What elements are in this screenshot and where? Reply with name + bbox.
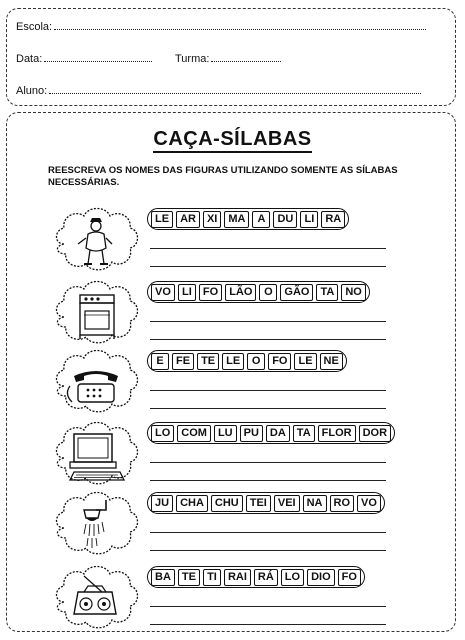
syllable-box: CHU: [211, 495, 243, 512]
syllable-box: TEI: [246, 495, 271, 512]
syllable-box: NA: [303, 495, 327, 512]
syllable-box: TA: [293, 425, 315, 442]
answer-line[interactable]: [150, 390, 386, 391]
syllable-box: RA: [321, 211, 345, 228]
answer-line[interactable]: [150, 339, 386, 340]
answer-line[interactable]: [150, 266, 386, 267]
school-label: Escola:: [16, 21, 53, 33]
syllable-box: TA: [316, 284, 338, 301]
answer-line[interactable]: [150, 624, 386, 625]
instruction-text: REESCREVA OS NOMES DAS FIGURAS UTILIZANDO SOMENTE AS SÍLABAS NECESSÁRIAS.: [48, 165, 398, 188]
title-text: CAÇA-SÍLABAS: [153, 128, 311, 153]
answer-line[interactable]: [150, 462, 386, 463]
date-line[interactable]: [44, 52, 152, 62]
date-label: Data:: [16, 53, 43, 65]
syllable-box: DU: [273, 211, 297, 228]
syllable-box: LO: [281, 569, 304, 586]
syllable-box: LU: [214, 425, 237, 442]
exercise-item: [0, 566, 465, 640]
syllable-box: TE: [178, 569, 200, 586]
school-line[interactable]: [54, 20, 426, 30]
syllable-box: TI: [203, 569, 221, 586]
date-field[interactable]: [16, 52, 152, 65]
syllable-box: LE: [222, 353, 244, 370]
syllable-box: DOR: [359, 425, 391, 442]
syllable-box: E: [151, 353, 169, 370]
syllable-row: [147, 281, 370, 303]
syllable-box: COM: [177, 425, 211, 442]
syllable-box: XI: [203, 211, 221, 228]
syllable-box: JU: [151, 495, 173, 512]
syllable-box: PU: [240, 425, 263, 442]
syllable-box: FO: [338, 569, 361, 586]
computador-icon: [50, 416, 142, 490]
syllable-box: DA: [266, 425, 290, 442]
syllable-row: [147, 422, 395, 444]
telefone-icon: [50, 344, 142, 418]
syllable-box: RÁ: [254, 569, 278, 586]
student-field[interactable]: [16, 84, 421, 97]
bailarina-icon: [50, 202, 142, 276]
answer-line[interactable]: [150, 321, 386, 322]
answer-line[interactable]: [150, 532, 386, 533]
syllable-row: [147, 350, 347, 372]
syllable-box: BA: [151, 569, 175, 586]
syllable-box: LE: [151, 211, 173, 228]
school-field[interactable]: [16, 20, 426, 33]
syllable-box: FO: [268, 353, 291, 370]
syllable-box: LE: [294, 353, 316, 370]
syllable-box: VO: [151, 284, 175, 301]
syllable-box: GÃO: [280, 284, 313, 301]
syllable-box: LI: [300, 211, 318, 228]
syllable-row: [147, 208, 349, 230]
class-line[interactable]: [211, 52, 281, 62]
syllable-box: LÃO: [225, 284, 256, 301]
syllable-box: LO: [151, 425, 174, 442]
syllable-box: A: [252, 211, 270, 228]
syllable-box: RAI: [224, 569, 251, 586]
syllable-box: TE: [197, 353, 219, 370]
syllable-box: MA: [224, 211, 249, 228]
student-label: Aluno:: [16, 85, 48, 97]
syllable-box: LI: [178, 284, 196, 301]
answer-line[interactable]: [150, 408, 386, 409]
syllable-box: CHA: [176, 495, 208, 512]
syllable-box: VO: [357, 495, 381, 512]
radio-icon: [50, 560, 142, 634]
fogao-icon: [50, 275, 142, 349]
answer-line[interactable]: [150, 480, 386, 481]
syllable-box: DIO: [307, 569, 335, 586]
syllable-box: O: [247, 353, 265, 370]
syllable-box: RO: [330, 495, 355, 512]
syllable-box: NO: [341, 284, 366, 301]
syllable-box: FE: [172, 353, 194, 370]
syllable-box: NE: [320, 353, 343, 370]
class-label: Turma:: [175, 53, 210, 65]
chuveiro-icon: [50, 486, 142, 560]
syllable-box: O: [259, 284, 277, 301]
syllable-box: FO: [199, 284, 222, 301]
syllable-box: VEI: [274, 495, 300, 512]
syllable-row: [147, 492, 385, 514]
page-title: [0, 128, 465, 151]
student-line[interactable]: [49, 84, 421, 94]
syllable-row: [147, 566, 365, 588]
answer-line[interactable]: [150, 248, 386, 249]
answer-line[interactable]: [150, 550, 386, 551]
syllable-box: AR: [176, 211, 200, 228]
class-field[interactable]: [175, 52, 281, 65]
answer-line[interactable]: [150, 606, 386, 607]
syllable-box: FLOR: [318, 425, 356, 442]
